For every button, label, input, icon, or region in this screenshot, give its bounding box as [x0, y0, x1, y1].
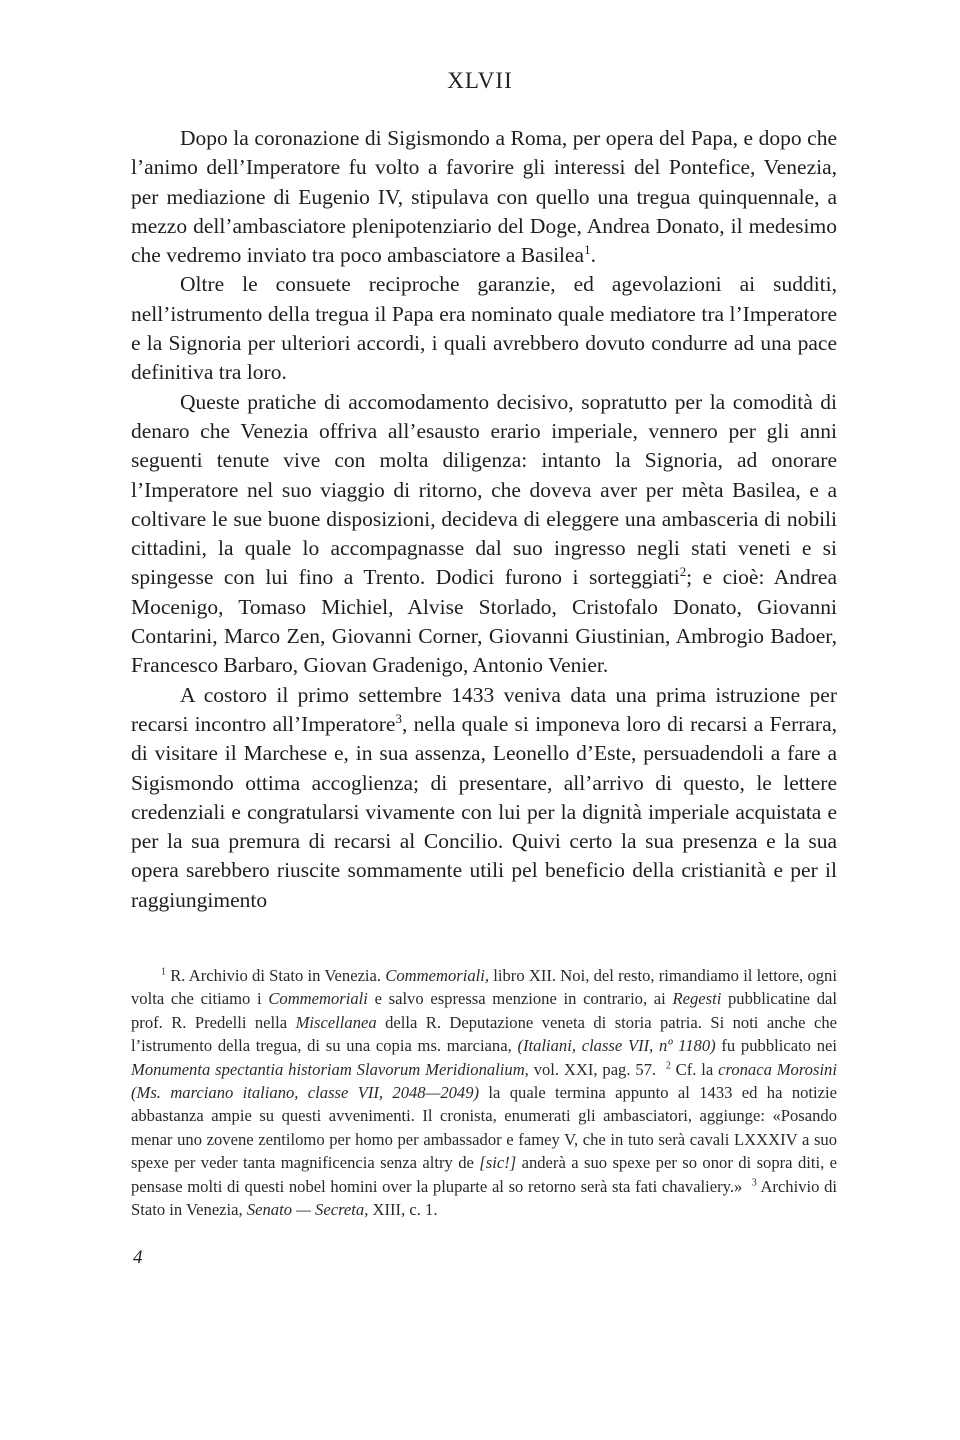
- paragraph-1: [131, 124, 837, 270]
- footnote-1-text: pubblicatine dal prof. R. Predelli nella: [131, 989, 837, 1032]
- page-numeral: XLVII: [447, 68, 513, 93]
- paragraph-2: [131, 270, 837, 387]
- paragraph-3: [131, 388, 837, 681]
- footnote-1-title: Regesti: [672, 989, 722, 1009]
- footnote-2-title: cronaca Morosini (Ms. marciano italiano, classe VII, 2048—2049): [131, 1059, 837, 1103]
- footnote-2-text: la quale termina appunto al 1433 ed ha notizie abbastanza ampie su questi avvenimenti. Il cronista, enumerati gli ambasciatori, aggiunge: «Posando menar uno zovene zentilomo per homo per ambassador e famey V, che in tuto serà cavali LXXXIV a suo spexe per veder tanta magnificencia senza altry de: [131, 1083, 837, 1173]
- footnote-1-text: R. Archivio di Stato in Venezia.: [170, 966, 382, 985]
- footnote-block: [131, 964, 837, 1221]
- footnote-1-text: della R. Deputazione veneta di storia patria. Si noti anche che l’istrumento della tregua, di su una copia ms. marciana,: [131, 1012, 837, 1056]
- paragraph-4: [131, 681, 837, 915]
- signature-mark: 4: [133, 1247, 143, 1268]
- footnote-1-text: e salvo espressa menzione in contrario, ai: [374, 989, 666, 1009]
- footnote-2-text: Cf. la: [675, 1059, 714, 1079]
- paragraph-3-tail: ; e cioè: Andrea Mocenigo, Tomaso Michiel, Alvise Storlado, Cristofalo Donato, Giovanni Contarini, Marco Zen, Giovanni Corner, Giovanni Giustinian, Ambrogio Badoer, Francesco Barbaro, Giovan Gradenigo, Antonio Venier.: [131, 565, 837, 678]
- footnote-1-title: Miscellanea: [295, 1012, 377, 1032]
- footnote-3-title: Senato — Secreta,: [246, 1200, 369, 1220]
- footnote-marker-1: 1: [161, 966, 166, 978]
- footnotes: [131, 964, 837, 1221]
- footnote-1-title: Commemoriali,: [385, 966, 490, 985]
- footnote-1-text: vol. XXI, pag. 57.: [533, 1059, 657, 1079]
- note-ref-3: 3: [395, 711, 402, 726]
- footnote-1-title: Monumenta spectantia historiam Slavorum Meridionalium,: [131, 1059, 529, 1079]
- footnote-3-text: Archivio di Stato in Venezia,: [131, 1176, 838, 1220]
- footnote-1-title: (Italiani, classe VII, nº 1180): [517, 1036, 716, 1056]
- footnote-1-text: fu pubblicato nei: [721, 1036, 837, 1056]
- footnote-1-text: libro XII. Noi, del resto, rimandiamo il lettore, ogni volta che citiamo i: [131, 966, 837, 1009]
- note-ref-2: 2: [679, 565, 687, 580]
- paragraph-4-text: A costoro il primo settembre 1433 veniva data una prima istruzione per recarsi incontro all’Imperatore: [131, 682, 837, 736]
- paragraph-2-text: Oltre le consuete reciproche garanzie, ed agevolazioni ai sudditi, nell’istrumento della tregua il Papa era nominato quale mediatore tra l’Imperatore e la Signoria per ulteriori accordi, i quali avrebbero dovuto condurre ad una pace definitiva tra loro.: [131, 272, 837, 385]
- note-ref-1: 1: [584, 243, 591, 258]
- footnote-marker-2: 2: [665, 1060, 671, 1072]
- paragraph-4-tail: , nella quale si imponeva loro di recarsi a Ferrara, di visitare il Marchese e, in sua assenza, Leonello d’Este, persuadendoli a fare a Sigismondo ottima accoglienza; di presentare, all’arrivo di questo, le lettere credenziali e congratularsi vivamente con lui per la dignità imperiale acquistata e per la sua premura di recarsi al Concilio. Quivi certo la sua presenza e la sua opera sarebbero riuscite sommamente utili pel beneficio della cristianità e per il raggiungimento: [131, 711, 838, 912]
- footnote-3-text: XIII, c. 1.: [372, 1200, 438, 1220]
- footnote-2-text: anderà a suo spexe per so onor di sopra diti, e pensase molti di questi nobel homini over la pluparte al so retorno serà sta fati chavaliery.»: [131, 1153, 837, 1196]
- footnote-marker-3: 3: [751, 1177, 757, 1189]
- paragraph-1-text: Dopo la coronazione di Sigismondo a Roma, per opera del Papa, e dopo che l’animo dell’Imperatore fu volto a favorire gli interessi del Pontefice, Venezia, per mediazione di Eugenio IV, stipulava con quello una tregua quinquennale, a mezzo dell’ambasciatore plenipotenziario del Doge, Andrea Donato, il medesimo che vedremo inviato tra poco ambasciatore a Basilea: [131, 126, 837, 268]
- paragraph-3-text: Queste pratiche di accomodamento decisivo, sopratutto per la comodità di denaro che Venezia offriva all’esausto erario imperiale, vennero per gli anni seguenti tenute vive con molta diligenza: intanto la Signoria, ad onorare l’Imperatore nel suo viaggio di ritorno, che doveva aver per mèta Basilea, e a coltivare le sue buone disposizioni, decideva di eleggere una ambasceria di nobili cittadini, la quale lo accompagnasse dal suo ingresso negli stati veneti e si spingesse con lui fino a Trento. Dodici furono i sorteggiati: [131, 389, 837, 590]
- paragraph-1-tail: .: [590, 243, 596, 268]
- main-text: [131, 124, 837, 915]
- footnote-1-title: Commemoriali: [268, 989, 368, 1009]
- footnote-2-title: [sic!]: [479, 1153, 517, 1173]
